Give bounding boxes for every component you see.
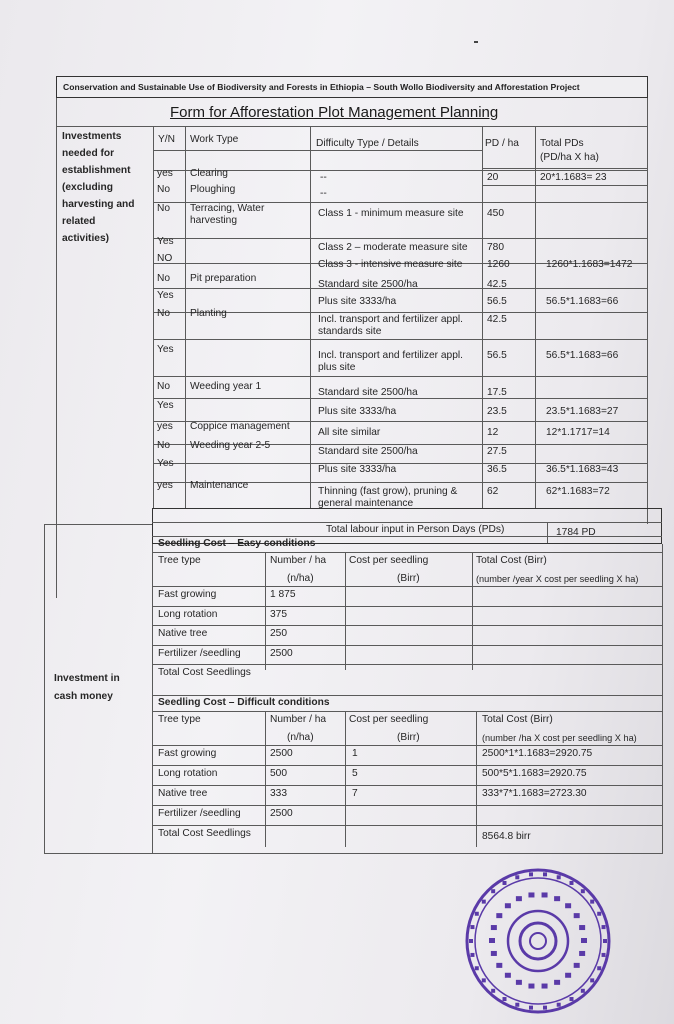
stamp-outer-mark [603, 939, 607, 943]
seedling-column-line [472, 552, 473, 670]
stamp-inner-mark [528, 984, 534, 989]
header-total-cost: (number /year X cost per seedling X ha) [476, 574, 639, 584]
seedling-cost: 7 [352, 788, 358, 799]
seedling-row-line [152, 645, 662, 646]
seedling-total-label: Total Cost Seedlings [158, 828, 251, 839]
row-total-pds: 20*1.1683= 23 [540, 172, 607, 183]
row-yn: No [157, 308, 171, 319]
row-difficulty: Plus site 3333/ha [318, 464, 397, 475]
cash-label-line: Investment in [54, 673, 120, 684]
header-tree-type: Tree type [158, 555, 201, 566]
seedling-number: 333 [270, 788, 287, 799]
header-total-pds: Total PDs [540, 138, 584, 149]
investments-label-line: establishment [62, 165, 131, 176]
stamp-inner-mark [554, 980, 560, 985]
seedling-title-line [152, 552, 662, 553]
seedling-table-title: Seedling Cost – Difficult conditions [158, 697, 330, 708]
stamp-inner-mark [579, 951, 585, 956]
row-work-type: Maintenance [190, 480, 249, 491]
row-difficulty: All site similar [318, 427, 381, 438]
row-yn: No [157, 203, 171, 214]
header-cost-per-seedling: Cost per seedling [349, 714, 429, 725]
work-table-column-line [482, 126, 483, 508]
seedling-tree-type: Fertilizer /seedling [158, 808, 241, 819]
seedling-table-title: Seedling Cost – Easy conditions [158, 538, 316, 549]
stamp-outer-mark [590, 900, 594, 904]
row-difficulty: Thinning (fast grow), pruning & general maintenance [318, 486, 458, 509]
row-yn: No [157, 440, 171, 451]
seedling-number: 375 [270, 608, 287, 620]
seedling-row-line [152, 805, 662, 806]
stamp-outer-mark [543, 872, 547, 876]
investments-label-line: (excluding [62, 182, 113, 193]
row-yn: NO [157, 253, 173, 264]
seedling-total-cost: 500*5*1.1683=2920.75 [482, 768, 587, 779]
header-tree-type: Tree type [158, 714, 201, 725]
work-table-row-line [153, 238, 647, 239]
row-yn: Yes [157, 458, 174, 469]
row-difficulty: Plus site 3333/ha [318, 296, 397, 307]
header-pd-ha: PD / ha [485, 138, 519, 149]
cash-section-inner-border [152, 544, 153, 854]
header-number-per-ha: Number / ha [270, 714, 327, 725]
seedling-total-label: Total Cost Seedlings [158, 667, 251, 678]
row-pd-ha: 12 [487, 427, 499, 438]
stamp-outer-mark [590, 978, 594, 982]
stamp-outer-mark [475, 966, 479, 970]
stamp-outer-mark [482, 900, 486, 904]
row-pd-ha: 56.5 [487, 350, 507, 361]
row-total-pds: 56.5*1.1683=66 [546, 296, 619, 307]
row-yn: Yes [157, 236, 174, 247]
stamp-inner-mark [516, 896, 522, 901]
row-pd-ha: 1260 [487, 259, 510, 270]
stamp-outer-mark [597, 912, 601, 916]
stamp-outer-mark [503, 997, 507, 1001]
stamp-outer-mark [543, 1006, 547, 1010]
row-difficulty: Standard site 2500/ha [318, 387, 418, 398]
seedling-row-line [152, 785, 662, 786]
stamp-outer-mark [491, 989, 495, 993]
header-difficulty: Difficulty Type / Details [316, 138, 419, 149]
stamp-inner-mark [491, 951, 497, 956]
seedling-tree-type: Long rotation [158, 768, 218, 779]
stamp-inner-mark [489, 938, 495, 943]
row-work-type: Coppice management [190, 421, 290, 432]
seedling-table-top-line [152, 695, 662, 696]
row-pd-ha: 42.5 [487, 314, 507, 325]
header-row-top-line [56, 126, 648, 127]
stamp-outer-mark [503, 881, 507, 885]
row-work-type: Terracing, Water harvesting [190, 203, 265, 226]
seedling-tree-type: Native tree [158, 788, 208, 799]
row-total-pds: 12*1.1717=14 [546, 427, 610, 438]
header-yn: Y/N [158, 134, 175, 145]
work-table-column-line [185, 126, 186, 508]
stamp-outer-mark [491, 889, 495, 893]
row-yn: Yes [157, 290, 174, 301]
row-total-pds: 56.5*1.1683=66 [546, 350, 619, 361]
row-work-type: Weeding year 2-5 [190, 440, 271, 451]
work-table-header-line [153, 150, 482, 151]
stamp-inner-mark [542, 892, 548, 897]
stamp-inner-mark [581, 938, 587, 943]
seedling-row-line [152, 765, 662, 766]
stamp-outer-mark [482, 978, 486, 982]
work-table-column-line [153, 126, 154, 508]
stamp-outer-mark [529, 872, 533, 876]
row-work-type: Planting [190, 308, 227, 319]
row-yn: yes [157, 421, 173, 432]
total-labour-value: 1784 PD [556, 527, 596, 538]
row-total-pds: 36.5*1.1683=43 [546, 464, 619, 475]
seedling-column-line [476, 711, 477, 847]
work-table-column-line [310, 126, 311, 508]
seedling-row-line [152, 606, 662, 607]
row-difficulty: Class 2 – moderate measure site [318, 242, 468, 253]
row-yn: No [157, 184, 171, 195]
stamp-outer-mark [581, 889, 585, 893]
stamp-inner-mark [574, 963, 580, 968]
seedling-total-cost: 333*7*1.1683=2723.30 [482, 788, 587, 799]
row-difficulty: Incl. transport and fertilizer appl. standards site [318, 314, 463, 337]
row-pd-ha: 780 [487, 242, 504, 253]
work-table-row-line [153, 339, 647, 340]
row-difficulty: -- [320, 188, 327, 199]
stamp-inner-mark [491, 925, 497, 930]
stamp-inner-mark [574, 913, 580, 918]
stamp-outer-mark [557, 1003, 561, 1007]
seedling-column-line [345, 711, 346, 847]
stamp-outer-mark [470, 953, 474, 957]
header-work-type: Work Type [190, 134, 239, 145]
row-difficulty: Standard site 2500/ha [318, 446, 418, 457]
seedling-column-line [345, 552, 346, 670]
row-yn: yes [157, 480, 173, 491]
form-title: Form for Afforestation Plot Management Planning [170, 104, 499, 121]
row-pd-ha: 17.5 [487, 387, 507, 398]
header-total-cost: (number /ha X cost per seedling X ha) [482, 733, 637, 743]
row-pd-ha: 42.5 [487, 279, 507, 290]
stamp-outer-mark [475, 912, 479, 916]
header-number-per-ha: (n/ha) [287, 732, 314, 743]
ink-dot [474, 41, 478, 43]
row-difficulty: Standard site 2500/ha [318, 279, 418, 290]
total-labour-divider [547, 522, 548, 543]
header-cost-per-seedling: (Birr) [397, 732, 420, 743]
row-work-type: Pit preparation [190, 273, 257, 284]
header-total-cost: Total Cost (Birr) [476, 555, 547, 566]
row-work-type: Weeding year 1 [190, 381, 262, 392]
row-yn: Yes [157, 400, 174, 411]
seedling-cost: 1 [352, 748, 358, 759]
work-table-row-line [482, 185, 647, 186]
seedling-tree-type: Native tree [158, 628, 208, 639]
stamp-outer-mark [469, 939, 473, 943]
row-total-pds: 23.5*1.1683=27 [546, 406, 619, 417]
seedling-column-line [265, 711, 266, 847]
seedling-number: 2500 [270, 748, 293, 759]
row-total-pds: 62*1.1683=72 [546, 486, 610, 497]
seedling-row-line [152, 825, 662, 826]
total-labour-inner-line [152, 522, 662, 523]
stamp-outer-mark [602, 953, 606, 957]
seedling-column-line [265, 552, 266, 670]
cash-section-left-border [44, 524, 45, 854]
stamp-outer-mark [470, 925, 474, 929]
seedling-total-value: 8564.8 birr [482, 831, 531, 842]
work-table-row-line [482, 168, 647, 169]
seedling-row-line [152, 625, 662, 626]
row-yn: No [157, 273, 171, 284]
seedling-number: 500 [270, 768, 287, 779]
row-difficulty: -- [320, 172, 327, 183]
header-number-per-ha: (n/ha) [287, 573, 314, 584]
row-yn: No [157, 381, 171, 392]
seedling-tree-type: Fertilizer /seedling [158, 647, 241, 659]
row-pd-ha: 23.5 [487, 406, 507, 417]
stamp-inner-mark [542, 984, 548, 989]
header-cost-per-seedling: (Birr) [397, 573, 420, 584]
work-table-row-line [153, 376, 647, 377]
stamp-outer-mark [602, 925, 606, 929]
stamp-inner-mark [579, 925, 585, 930]
row-difficulty: Class 1 - minimum measure site [318, 208, 464, 219]
row-difficulty: Incl. transport and fertilizer appl. plus site [318, 350, 463, 373]
stamp-outer-mark [557, 875, 561, 879]
stamp-outer-mark [581, 989, 585, 993]
stamp-outer-mark [597, 966, 601, 970]
row-total-pds: 1260*1.1683=1472 [546, 259, 633, 270]
row-difficulty: Class 3 - intensive measure site [318, 259, 463, 270]
row-difficulty: Plus site 3333/ha [318, 406, 397, 417]
seedling-number: 1 875 [270, 589, 296, 600]
stamp-inner-mark [565, 973, 571, 978]
stamp-outer-mark [570, 997, 574, 1001]
cash-label-line: cash money [54, 691, 113, 702]
stamp-inner-mark [528, 892, 534, 897]
seedling-cost: 5 [352, 768, 358, 779]
seedling-total-cost: 2500*1*1.1683=2920.75 [482, 748, 593, 759]
stamp-inner-mark [554, 896, 560, 901]
seedling-row-line [152, 664, 662, 665]
stamp-inner-mark [505, 973, 511, 978]
row-yn: Yes [157, 344, 174, 355]
stamp-inner-mark [516, 980, 522, 985]
investments-label-line: harvesting and [62, 199, 135, 210]
stamp-inner-mark [496, 913, 502, 918]
cash-section-bottom-line [44, 853, 662, 854]
row-work-type: Clearing [190, 168, 228, 179]
outer-left-border-upper [56, 98, 57, 598]
stamp-outer-mark [515, 875, 519, 879]
seedling-title-line [152, 711, 662, 712]
cash-section-right-border [662, 544, 663, 854]
row-pd-ha: 56.5 [487, 296, 507, 307]
project-header-box [56, 76, 648, 98]
row-pd-ha: 20 [487, 172, 499, 183]
work-table-column-line [535, 126, 536, 508]
row-pd-ha: 450 [487, 208, 504, 219]
row-pd-ha: 62 [487, 486, 499, 497]
investments-label-line: Investments [62, 131, 122, 142]
stamp-inner-mark [565, 903, 571, 908]
stamp-outer-mark [529, 1006, 533, 1010]
investments-label-line: needed for [62, 148, 115, 159]
seedling-number: 250 [270, 628, 287, 639]
official-seal-stamp [463, 866, 613, 1016]
row-pd-ha: 36.5 [487, 464, 507, 475]
project-title: Conservation and Sustainable Use of Biodiversity and Forests in Ethiopia – South Wollo Biodiversity and Afforestation Project [63, 82, 580, 92]
seedling-row-line [152, 745, 662, 746]
stamp-inner-mark [496, 963, 502, 968]
seedling-tree-type: Fast growing [158, 589, 217, 600]
seedling-tree-type: Fast growing [158, 748, 217, 759]
seedling-number: 2500 [270, 808, 293, 819]
seedling-tree-type: Long rotation [158, 608, 218, 620]
outer-right-border-upper [647, 98, 648, 524]
cash-section-top-line [44, 524, 152, 525]
header-total-pds: (PD/ha X ha) [540, 152, 599, 163]
stamp-outer-mark [570, 881, 574, 885]
stamp-inner-mark [505, 903, 511, 908]
seedling-number: 2500 [270, 647, 293, 659]
row-yn: yes [157, 168, 173, 179]
seedling-row-line [152, 586, 662, 587]
seedling-table-top-line [152, 536, 662, 537]
total-labour-label: Total labour input in Person Days (PDs) [326, 524, 505, 535]
header-total-cost: Total Cost (Birr) [482, 714, 553, 725]
investments-label-line: activities) [62, 233, 109, 244]
stamp-outer-mark [515, 1003, 519, 1007]
header-number-per-ha: Number / ha [270, 555, 327, 566]
header-cost-per-seedling: Cost per seedling [349, 555, 429, 566]
investments-label-line: related [62, 216, 96, 227]
row-work-type: Ploughing [190, 184, 236, 195]
row-pd-ha: 27.5 [487, 446, 507, 457]
